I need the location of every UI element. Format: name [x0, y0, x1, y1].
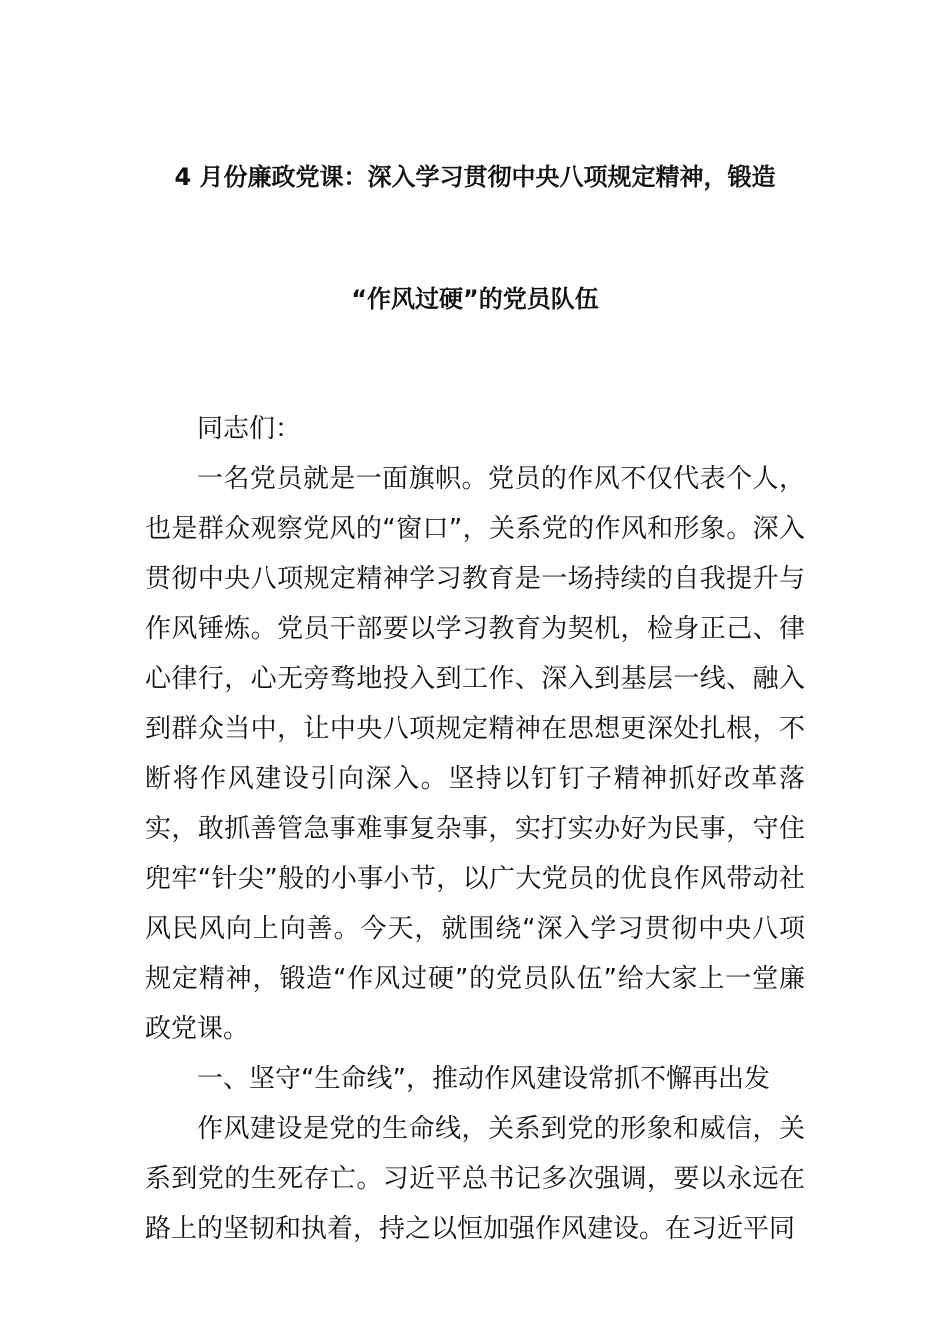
document-title-line-1: 4 月份廉政党课：深入学习贯彻中央八项规定精神，锻造	[174, 163, 776, 191]
salutation-paragraph: 同志们：	[197, 414, 302, 444]
section-heading-1: 一、坚守“生命线”，推动作风建设常抓不懈再出发	[197, 1064, 770, 1094]
document-title-line-2: “作风过硬”的党员队伍	[351, 285, 599, 313]
section-1-paragraph: 作风建设是党的生命线，关系到党的形象和威信，关系到党的生死存亡。习近平总书记多次强调，要以永远在路上的坚韧和执着，持之以恒加强作风建设。在习近平同	[145, 1114, 805, 1244]
document-body	[145, 404, 805, 1254]
intro-paragraph: 一名党员就是一面旗帜。党员的作风不仅代表个人，也是群众观察党风的“窗口”，关系党的作风和形象。深入贯彻中央八项规定精神学习教育是一场持续的自我提升与作风锤炼。党员干部要以学习教育为契机，检身正己、律心律行，心无旁骛地投入到工作、深入到基层一线、融入到群众当中，让中央八项规定精神在思想更深处扎根，不断将作风建设引向深入。坚持以钉钉子精神抓好改革落实，敢抓善管急事难事复杂事，实打实办好为民事，守住兜牢“针尖”般的小事小节，以广大党员的优良作风带动社风民风向上向善。今天，就围绕“深入学习贯彻中央八项规定精神，锻造“作风过硬”的党员队伍”给大家上一堂廉政党课。	[145, 464, 805, 1044]
